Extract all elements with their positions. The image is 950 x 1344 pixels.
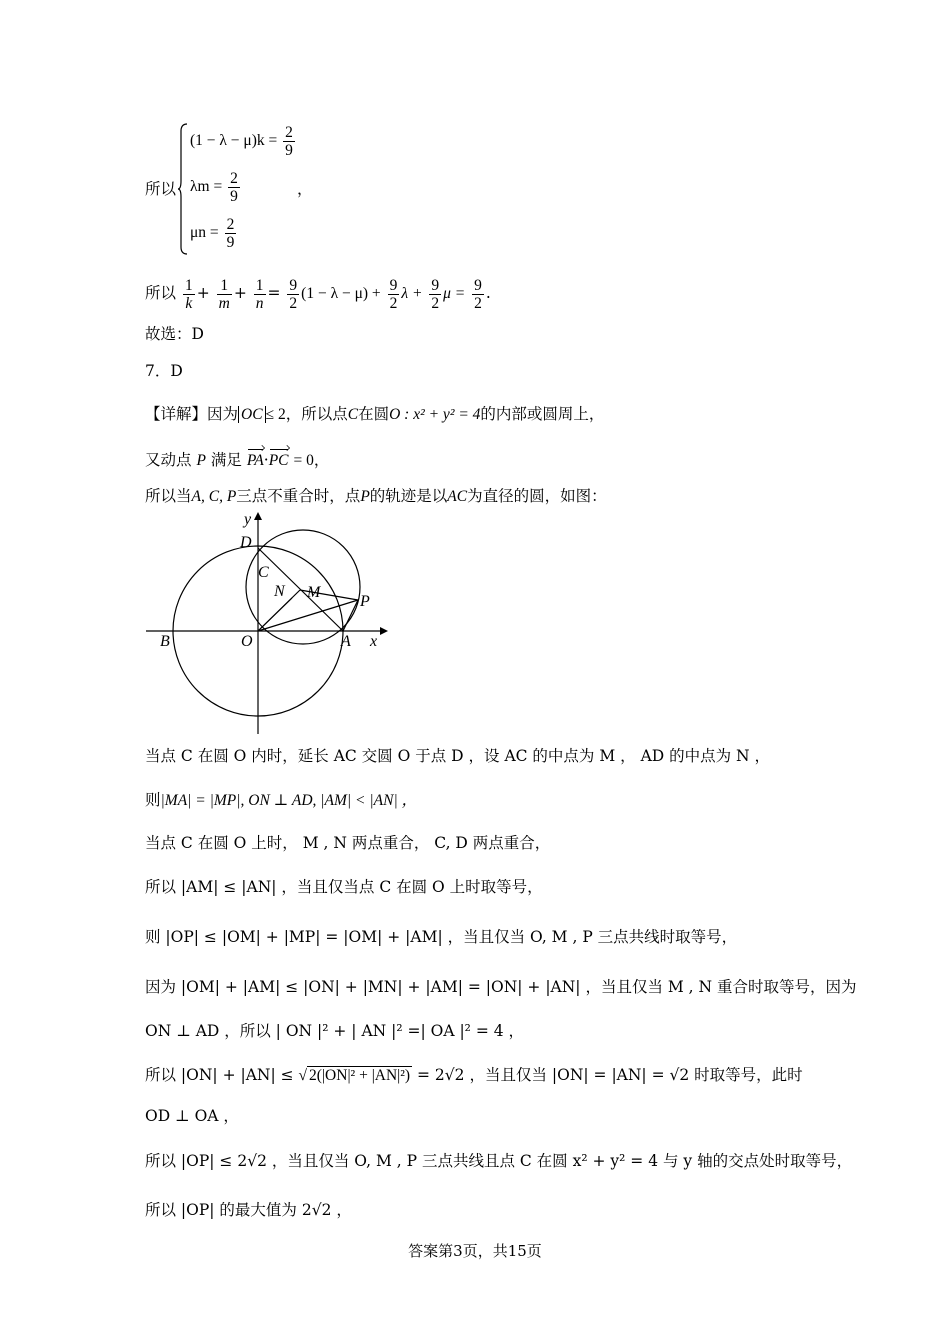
paragraph-11: 所以 |OP| 的最大值为 2√2 ，: [145, 1201, 352, 1219]
detail-line: 【详解】因为 OC ≤ 2，所以点C在圆O : x² + y² = 4的内部或圆周上，: [145, 405, 605, 423]
line-pa: [343, 600, 358, 631]
label-c: C: [258, 564, 269, 581]
paragraph-9: OD ⊥ OA ，: [145, 1107, 239, 1125]
geometry-figure: [140, 508, 400, 740]
paragraph-10: 所以 |OP| ≤ 2√2 ，当且仅当 O, M , P 三点共线且点 C 在圆 x² + y² = 4 与 y 轴的交点处时取等号，: [145, 1152, 853, 1170]
paragraph-6: 因为 |OM| + |AM| ≤ |ON| + |MN| + |AM| = |ON| + |AN| ，当且仅当 M , N 重合时取等号，因为: [145, 978, 857, 996]
y-axis-arrow-icon: [254, 512, 262, 520]
label-d: D: [240, 534, 252, 551]
page-footer: 答案第3页，共15页: [408, 1242, 542, 1260]
paragraph-7: ON ⊥ AD ，所以 | ON |² + | AN |² =| OA |² = 4 ，: [145, 1022, 525, 1040]
paragraph-5: 则 |OP| ≤ |OM| + |MP| = |OM| + |AM| ，当且仅当 O, M , P 三点共线时取等号，: [145, 928, 738, 946]
answer-6: 故选：D: [145, 325, 204, 343]
paragraph-3: 当点 C 在圆 O 上时， M , N 两点重合， C, D 两点重合，: [145, 834, 551, 852]
paragraph-4: 所以 |AM| ≤ |AN| ，当且仅当点 C 在圆 O 上时取等号，: [145, 878, 543, 896]
paragraph-1: 当点 C 在圆 O 内时，延长 AC 交圆 O 于点 D ，设 AC 的中点为 M ， AD 的中点为 N ，: [145, 747, 771, 765]
label-y: y: [244, 511, 252, 528]
system-row-1: (1 − λ − μ)k = $\frac{2}{9}$: [190, 124, 293, 159]
label-x: x: [370, 633, 378, 650]
circle-ac: [246, 530, 360, 644]
label-o: O: [241, 633, 253, 650]
left-brace-icon: [178, 123, 188, 255]
system-comma: ，: [297, 180, 313, 198]
system-row-3: μn = $\frac{2}{9}$: [190, 216, 235, 251]
label-n: N: [274, 583, 285, 600]
label-p: P: [360, 593, 370, 610]
so-label: 所以: [145, 180, 177, 198]
paragraph-2: 则|MA| = |MP|, ON ⊥ AD, |AM| < |AN| ，: [145, 791, 418, 809]
system-row-2: λm = $\frac{2}{9}$: [190, 170, 238, 205]
paragraph-8: 所以 |ON| + |AN| ≤ √ 2(|ON|² + |AN|²) = 2√2 ，当且仅当 |ON| = |AN| = √2 时取等号，此时: [145, 1066, 803, 1084]
question-7-heading: 7．D: [145, 362, 183, 380]
label-a: A: [341, 633, 351, 650]
label-m: M: [307, 584, 321, 601]
x-axis-arrow-icon: [380, 627, 388, 635]
sum-equation: 所以 $\frac{1}{k}$ + $\frac{1}{m}$ + $\frac{1}{n}$ = $\frac{9}{2}$ (1 − λ − μ) + $\frac{9}{2}$ λ + $\frac{9}{2}$ μ = $\frac{9}{2}$ .: [145, 276, 491, 312]
label-b: B: [160, 633, 170, 650]
vector-condition-line: 又动点 P 满足 PA·PC = 0，: [145, 449, 329, 472]
locus-line: 所以当A, C, P三点不重合时，点P的轨迹是以AC为直径的圆，如图：: [145, 487, 607, 505]
